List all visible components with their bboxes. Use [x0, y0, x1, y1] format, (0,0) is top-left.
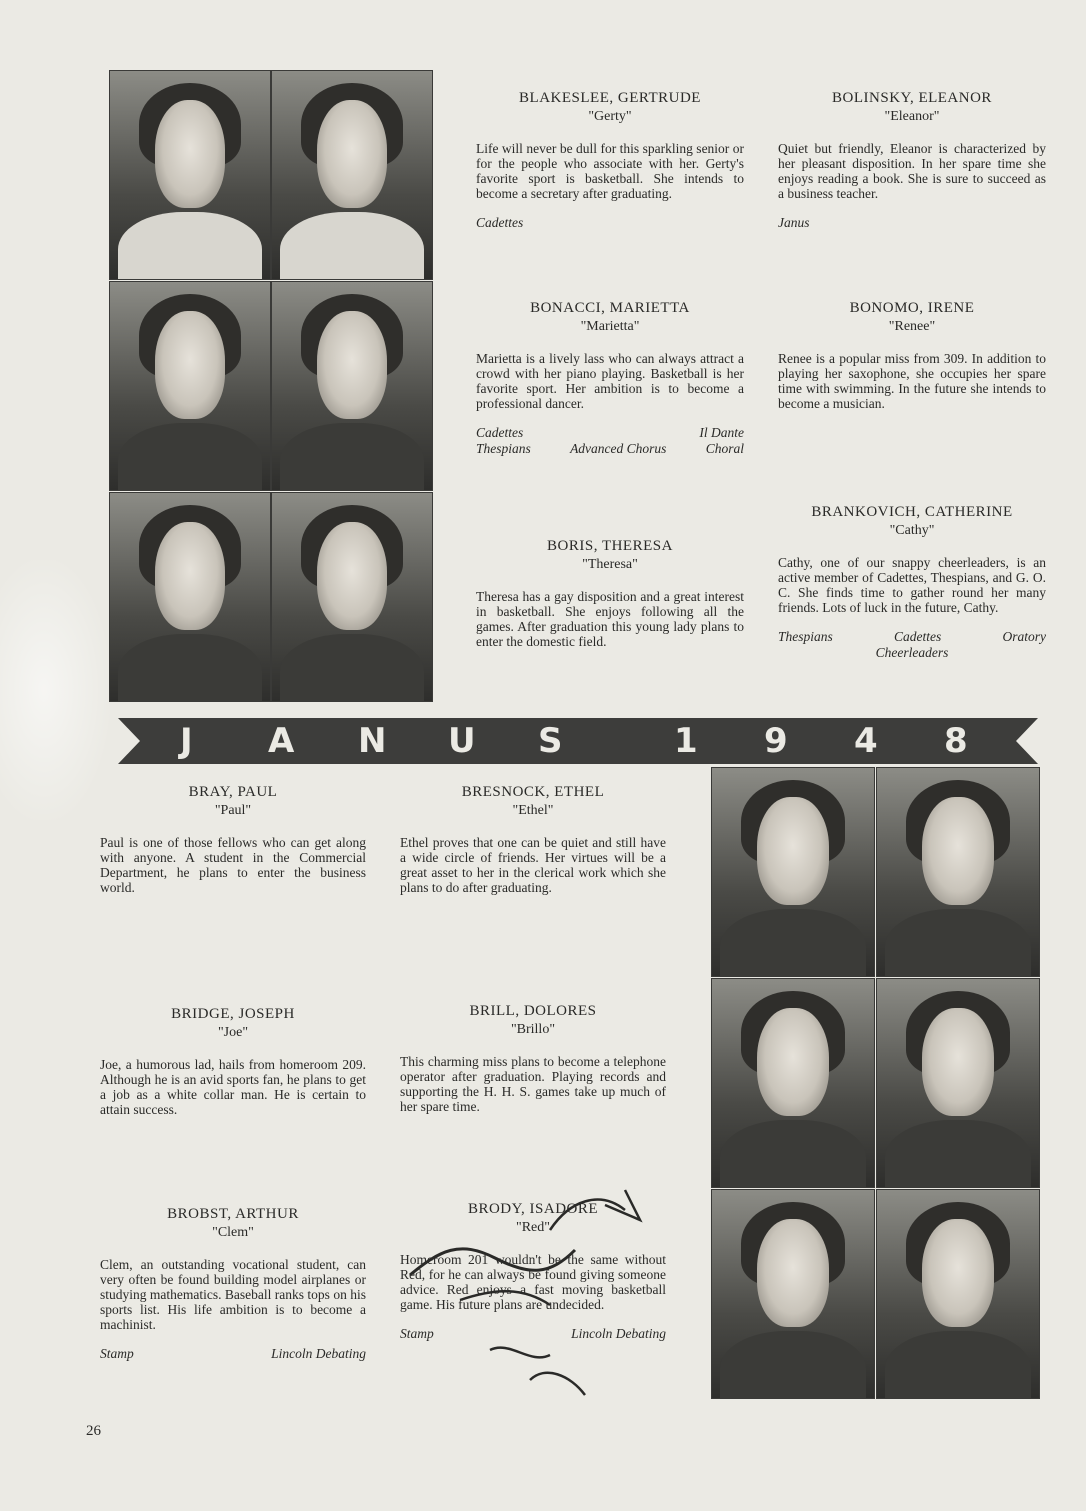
banner-letter: 9 [764, 721, 788, 761]
student-activities: Thespians Cadettes Oratory Cheerleaders [778, 629, 1046, 660]
student-nickname: "Red" [516, 1220, 550, 1235]
portrait-photo [271, 70, 433, 280]
student-nickname: "Joe" [217, 1025, 249, 1040]
portrait-photo [876, 978, 1040, 1188]
portrait-photo [109, 281, 271, 491]
student-name: BONOMO, IRENE [849, 300, 975, 316]
student-entry [100, 784, 366, 895]
student-name: BOLINSKY, ELEANOR [832, 90, 992, 106]
student-activities: Cadettes Il Dante Thespians Advanced Chorus Choral [476, 425, 744, 456]
banner-letter: 1 [674, 721, 698, 761]
portrait-photo [711, 767, 875, 977]
student-activities: Stamp Lincoln Debating [100, 1346, 366, 1361]
student-name: BRILL, DOLORES [469, 1003, 597, 1019]
student-description: Marietta is a lively lass who can always attract a crowd with her piano playing. Basketball is her favorite sport. Her ambition is to become a professional dancer. [476, 351, 744, 411]
janus-1948-banner [118, 716, 1038, 766]
portrait-photo [271, 492, 433, 702]
student-description: This charming miss plans to become a telephone operator after graduation. Playing records and supporting the H. H. S. games take up much of her spare time. [400, 1054, 666, 1114]
student-entry [476, 538, 744, 649]
student-description: Renee is a popular miss from 309. In addition to playing her saxophone, she occupies her spare time with swimming. In the future she intends to become a musician. [778, 351, 1046, 411]
portrait-photo [271, 281, 433, 491]
banner-letter: S [538, 721, 563, 761]
student-description: Life will never be dull for this sparkling senior or for the people who associate with her. Gerty's favorite sport is basketball. She intends to become a secretary after graduating. [476, 141, 744, 201]
student-nickname: "Renee" [888, 319, 936, 334]
student-entry [778, 504, 1046, 661]
student-name: BORIS, THERESA [547, 538, 673, 554]
student-entry [400, 1003, 666, 1114]
student-nickname: "Eleanor" [884, 109, 940, 124]
student-description: Homeroom 201 wouldn't be the same without Red, for he can always be found giving someone advice. Red enjoys a fast moving basketball game. His future plans are undecided. [400, 1252, 666, 1312]
student-nickname: "Brillo" [510, 1022, 556, 1037]
portrait-photo [109, 492, 271, 702]
banner-letter: 8 [944, 721, 968, 761]
student-nickname: "Paul" [214, 803, 252, 818]
student-entry [476, 90, 744, 231]
student-description: Clem, an outstanding vocational student, can very often be found building model airplanes or studying mathematics. Baseball ranks tops on his sports list. His life ambition is to become a machinist. [100, 1257, 366, 1332]
student-entry [476, 300, 744, 457]
student-entry [778, 300, 1046, 411]
student-entry [100, 1206, 366, 1362]
banner-letter: U [448, 721, 476, 761]
student-activities: Janus [778, 215, 810, 230]
student-activities: Stamp Lincoln Debating [400, 1326, 666, 1341]
student-description: Quiet but friendly, Eleanor is characterized by her pleasant disposition. In her spare time she enjoys reading a book. She is sure to succeed as a business teacher. [778, 141, 1046, 201]
portrait-photo [711, 978, 875, 1188]
portrait-photo [876, 1189, 1040, 1399]
portrait-photo [711, 1189, 875, 1399]
student-nickname: "Theresa" [582, 557, 638, 572]
student-name: BRESNOCK, ETHEL [461, 784, 605, 800]
student-nickname: "Gerty" [588, 109, 632, 124]
student-name: BONACCI, MARIETTA [530, 300, 690, 316]
student-description: Cathy, one of our snappy cheerleaders, is an active member of Cadettes, Thespians, and G. O. C. She finds time to gather round her many friends. Lots of luck in the future, Cathy. [778, 555, 1046, 615]
student-nickname: "Clem" [212, 1225, 254, 1240]
student-entry [100, 1006, 366, 1117]
student-entry [400, 1201, 666, 1342]
student-name: BLAKESLEE, GERTRUDE [519, 90, 701, 106]
page-number: 26 [86, 1423, 101, 1439]
portrait-photo [109, 70, 271, 280]
student-description: Theresa has a gay disposition and a great interest in basketball. She enjoys following all the games. After graduation this young lady plans to enter the domestic field. [476, 589, 744, 649]
banner-letter: J [180, 721, 193, 761]
student-description: Ethel proves that one can be quiet and still have a wide circle of friends. Her virtues will be a great asset to her in the clerical work which she plans to do after graduating. [400, 835, 666, 895]
student-description: Joe, a humorous lad, hails from homeroom 209. Although he is an avid sports fan, he plans to get a job as a white collar man. He is certain to attain success. [100, 1057, 366, 1117]
student-entry [400, 784, 666, 895]
banner-shape [118, 716, 1038, 766]
banner-letter: N [358, 721, 387, 761]
student-nickname: "Ethel" [512, 803, 554, 818]
student-activities: Cadettes [476, 215, 524, 230]
banner-letter: 4 [854, 721, 878, 761]
student-name: BRIDGE, JOSEPH [171, 1006, 295, 1022]
portrait-photo [876, 767, 1040, 977]
banner-letter: A [268, 721, 295, 761]
student-name: BRODY, ISADORE [467, 1201, 599, 1217]
student-description: Paul is one of those fellows who can get along with anyone. A student in the Commercial Department, he plans to enter the business world. [100, 835, 366, 895]
student-entry [778, 90, 1046, 231]
student-name: BRANKOVICH, CATHERINE [811, 504, 1013, 520]
student-name: BRAY, PAUL [188, 784, 278, 800]
student-nickname: "Cathy" [889, 523, 935, 538]
student-nickname: "Marietta" [580, 319, 640, 334]
page-smudge [0, 560, 110, 820]
student-name: BROBST, ARTHUR [167, 1206, 299, 1222]
